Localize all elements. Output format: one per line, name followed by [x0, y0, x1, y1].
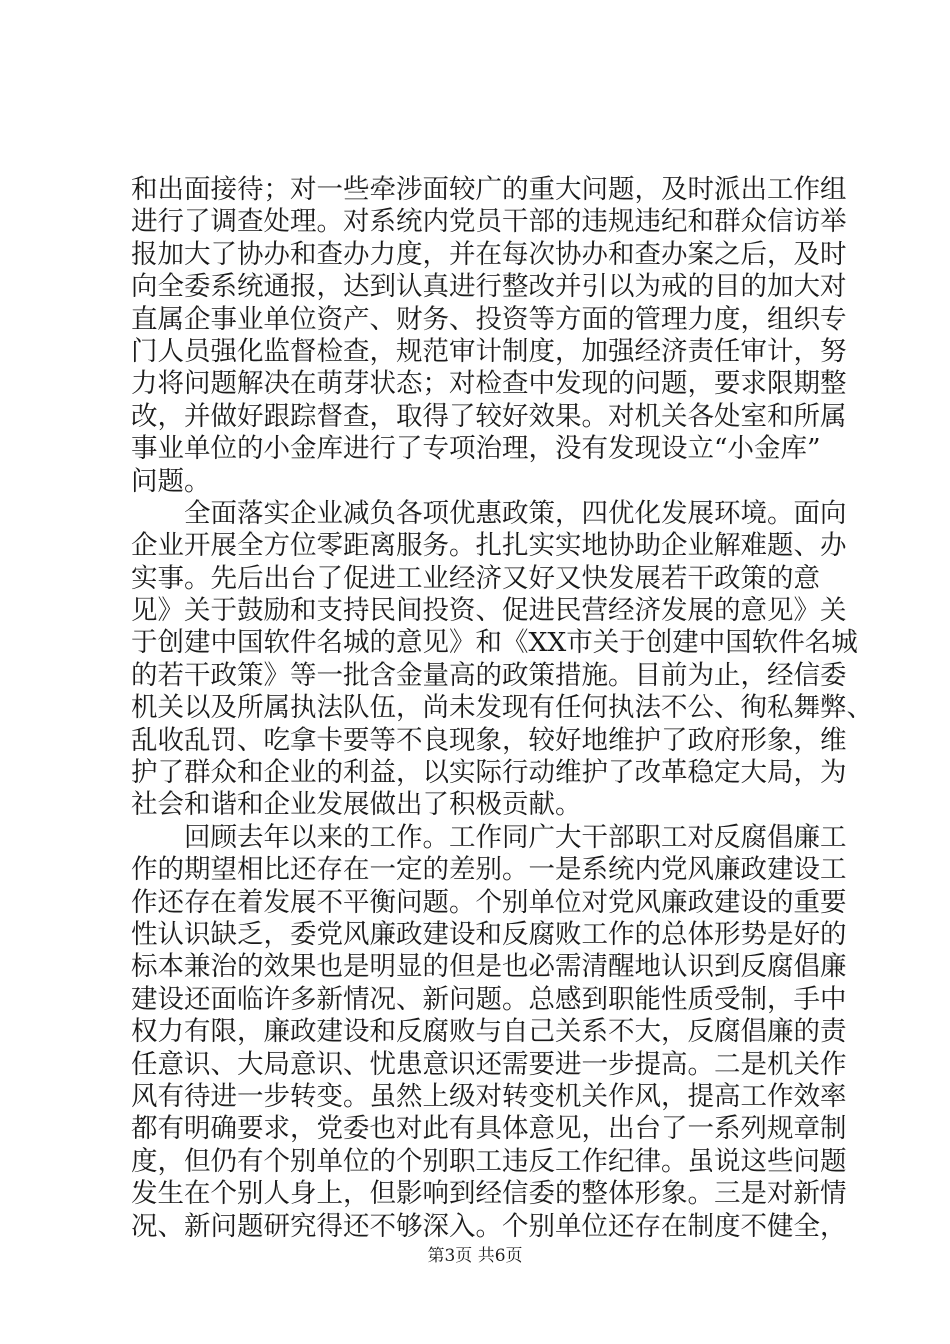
text-line: 进行了调查处理。对系统内党员干部的违规违纪和群众信访举 [131, 206, 847, 238]
text-line: 社会和谐和企业发展做出了积极贡献。 [131, 789, 582, 821]
text-line: 性认识缺乏，委党风廉政建设和反腐败工作的总体形势是好的 [131, 918, 847, 950]
text-line: 都有明确要求，党委也对此有具体意见，出台了一系列规章制 [131, 1113, 847, 1145]
text-line: 建设还面临许多新情况、新问题。总感到职能性质受制，手中 [131, 983, 847, 1015]
text-line: 见》关于鼓励和支持民间投资、促进民营经济发展的意见》关 [131, 595, 847, 627]
text-line: 于创建中国软件名城的意见》和《XX市关于创建中国软件名城 [131, 627, 858, 659]
text-line: 度，但仍有个别单位的个别职工违反工作纪律。虽说这些问题 [131, 1145, 847, 1177]
text-line: 事业单位的小金库进行了专项治理，没有发现设立“小金库” [131, 433, 821, 465]
text-line: 问题。 [131, 465, 211, 497]
text-line: 全面落实企业减负各项优惠政策，四优化发展环境。面向 [131, 497, 847, 529]
text-line: 直属企事业单位资产、财务、投资等方面的管理力度，组织专 [131, 303, 847, 335]
text-line: 况、新问题研究得还不够深入。个别单位还存在制度不健全， [131, 1210, 847, 1242]
text-line: 机关以及所属执法队伍，尚未发现有任何执法不公、徇私舞弊、 [131, 692, 873, 724]
text-line: 回顾去年以来的工作。工作同广大干部职工对反腐倡廉工 [131, 821, 847, 853]
text-line: 门人员强化监督检查，规范审计制度，加强经济责任审计，努 [131, 335, 847, 367]
text-line: 作的期望相比还存在一定的差别。一是系统内党风廉政建设工 [131, 854, 847, 886]
page-number-label: 第3页 共6页 [427, 1246, 523, 1266]
text-line: 改，并做好跟踪督查，取得了较好效果。对机关各处室和所属 [131, 400, 847, 432]
text-line: 发生在个别人身上，但影响到经信委的整体形象。三是对新情 [131, 1178, 847, 1210]
page-footer [0, 1241, 950, 1266]
text-line: 的若干政策》等一批含金量高的政策措施。目前为止，经信委 [131, 659, 847, 691]
body-text [131, 174, 873, 1243]
text-line: 力将问题解决在萌芽状态；对检查中发现的问题，要求限期整 [131, 368, 847, 400]
text-line: 实事。先后出台了促进工业经济又好又快发展若干政策的意 [131, 562, 820, 594]
text-line: 任意识、大局意识、忧患意识还需要进一步提高。二是机关作 [131, 1048, 847, 1080]
text-line: 权力有限，廉政建设和反腐败与自己关系不大，反腐倡廉的责 [131, 1016, 847, 1048]
text-line: 和出面接待；对一些牵涉面较广的重大问题，及时派出工作组 [131, 174, 847, 205]
text-line: 报加大了协办和查办力度，并在每次协办和查办案之后，及时 [131, 238, 847, 270]
text-line: 护了群众和企业的利益，以实际行动维护了改革稳定大局，为 [131, 757, 847, 789]
text-line: 作还存在着发展不平衡问题。个别单位对党风廉政建设的重要 [131, 886, 847, 918]
text-line: 乱收乱罚、吃拿卡要等不良现象，较好地维护了政府形象，维 [131, 724, 847, 756]
text-line: 企业开展全方位零距离服务。扎扎实实地协助企业解难题、办 [131, 530, 847, 562]
text-line: 标本兼治的效果也是明显的但是也必需清醒地认识到反腐倡廉 [131, 951, 847, 983]
text-line: 向全委系统通报，达到认真进行整改并引以为戒的目的加大对 [131, 271, 847, 303]
text-line: 风有待进一步转变。虽然上级对转变机关作风，提高工作效率 [131, 1080, 847, 1112]
